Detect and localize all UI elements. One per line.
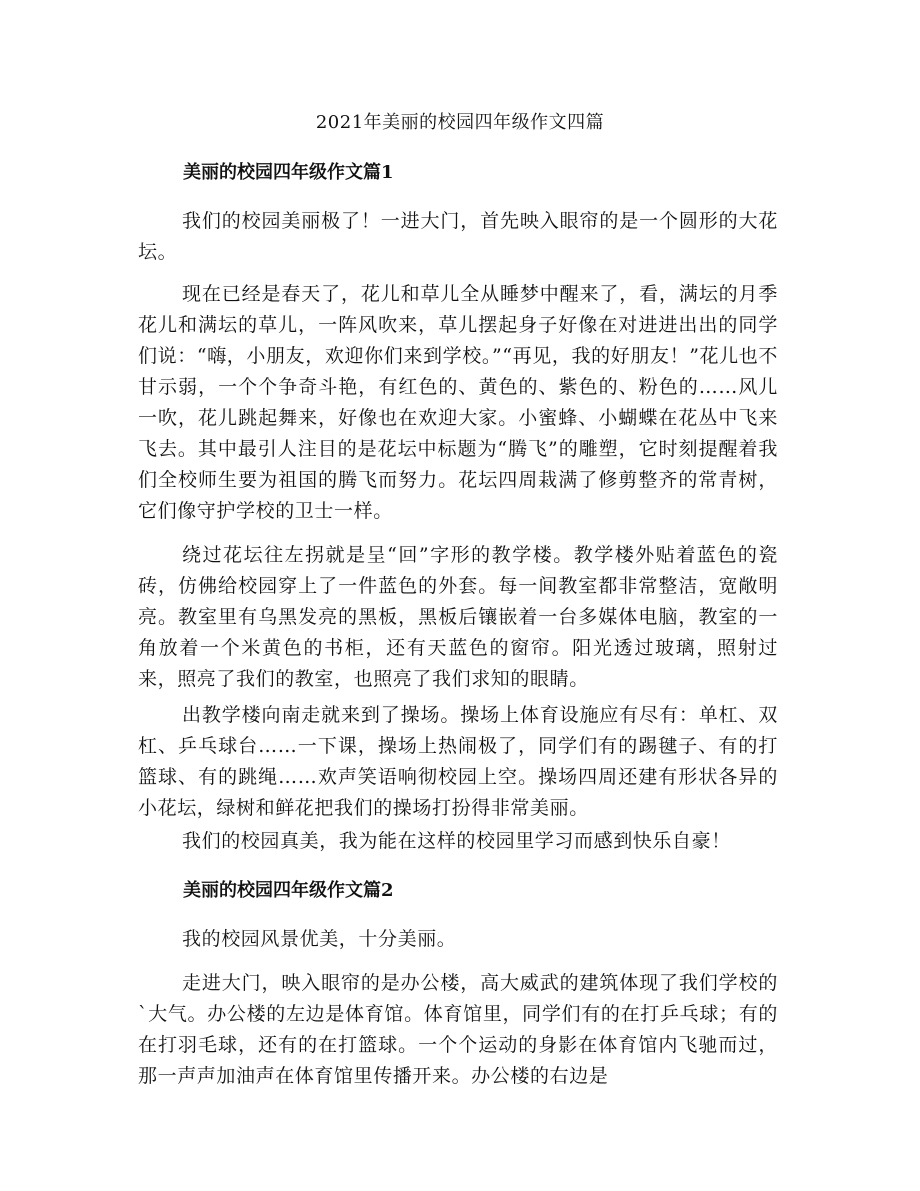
paragraph: 出教学楼向南走就来到了操场。操场上体育设施应有尽有：单杠、双杠、乒乓球台……一下课，操场上热闹极了，同学们有的踢毽子、有的打篮球、有的跳绳……欢声笑语响彻校园上空。操场四周还建有形状各异的小花坛，绿树和鲜花把我们的操场打扮得非常美丽。 (138, 704, 778, 819)
paragraph: 现在已经是春天了，花儿和草儿全从睡梦中醒来了，看，满坛的月季花儿和满坛的草儿，一阵风吹来，草儿摆起身子好像在对进进出出的同学们说：“嗨，小朋友，欢迎你们来到学校。”“再见，我的好朋友！”花儿也不甘示弱，一个个争奇斗艳，有红色的、黄色的、紫色的、粉色的……风儿一吹，花儿跳起舞来，好像也在欢迎大家。小蜜蜂、小蝴蝶在花丛中飞来飞去。其中最引人注目的是花坛中标题为“腾飞”的雕塑，它时刻提醒着我们全校师生要为祖国的腾飞而努力。花坛四周栽满了修剪整齐的常青树，它们像守护学校的卫士一样。 (138, 283, 778, 522)
section-heading-1: 美丽的校园四年级作文篇1 (183, 162, 394, 183)
paragraph: 我们的校园真美，我为能在这样的校园里学习而感到快乐自豪！ (182, 830, 731, 852)
paragraph: 我们的校园美丽极了！一进大门，首先映入眼帘的是一个圆形的大花坛。 (138, 210, 778, 263)
section-heading-2: 美丽的校园四年级作文篇2 (183, 880, 394, 901)
paragraph: 绕过花坛往左拐就是呈“回”字形的教学楼。教学楼外贴着蓝色的瓷砖，仿佛给校园穿上了一件蓝色的外套。每一间教室都非常整洁，宽敞明亮。教室里有乌黑发亮的黑板，黑板后镶嵌着一台多媒体电脑，教室的一角放着一个米黄色的书柜，还有天蓝色的窗帘。阳光透过玻璃，照射过来，照亮了我们的教室，也照亮了我们求知的眼睛。 (138, 544, 778, 690)
paragraph: 我的校园风景优美，十分美丽。 (182, 928, 457, 950)
paragraph: 走进大门，映入眼帘的是办公楼，高大威武的建筑体现了我们学校的`大气。办公楼的左边是体育馆。体育馆里，同学们有的在打乒乓球；有的在打羽毛球，还有的在打篮球。一个个运动的身影在体育馆内飞驰而过，那一声声加油声在体育馆里传播开来。办公楼的右边是 (138, 972, 778, 1087)
document-title: 2021年美丽的校园四年级作文四篇 (315, 112, 605, 133)
